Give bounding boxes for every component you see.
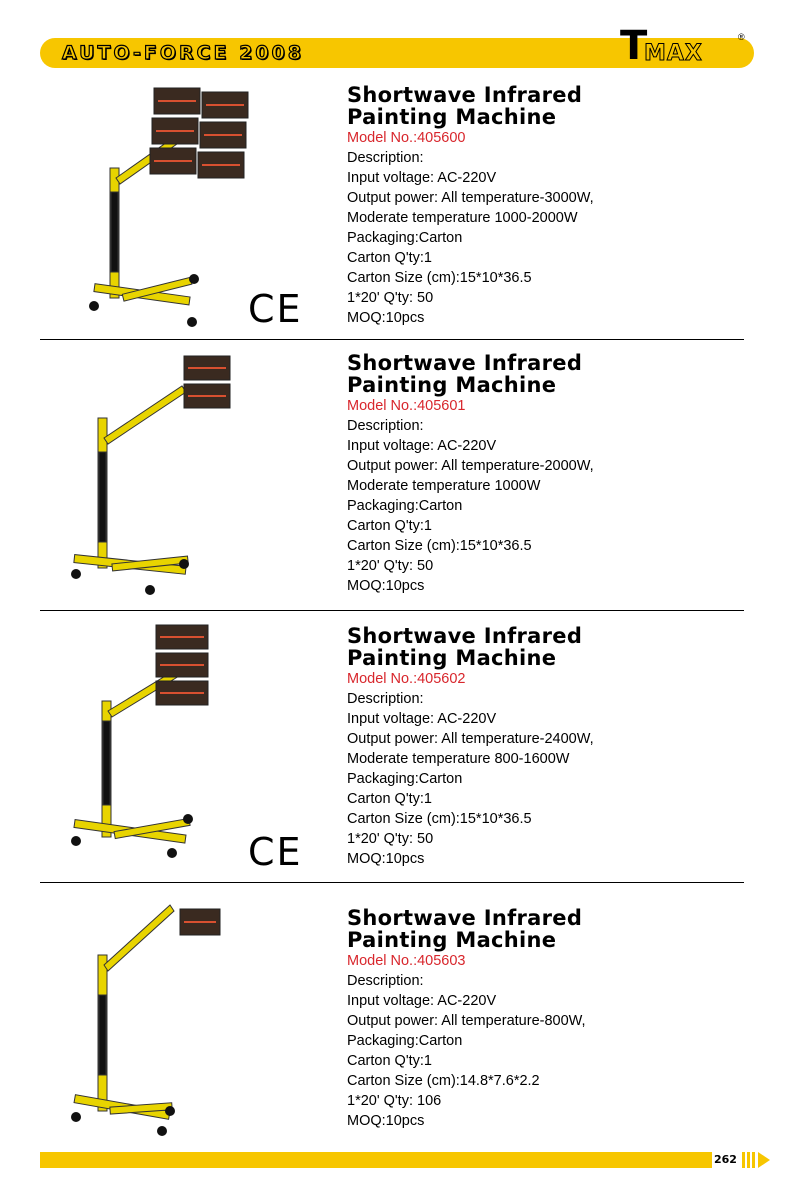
spec-description-label: Description: xyxy=(347,150,424,166)
spec-carton-qty: Carton Q'ty:1 xyxy=(347,791,432,807)
next-arrow-icon xyxy=(742,1152,772,1168)
spec-output-power: Output power: All temperature-3000W, xyxy=(347,190,594,206)
ce-mark: CE xyxy=(248,287,303,331)
spec-description-label: Description: xyxy=(347,691,424,707)
product-block-405601 xyxy=(40,340,744,611)
product-title xyxy=(347,907,747,951)
spec-moq: MOQ:10pcs xyxy=(347,310,425,326)
spec-container-qty: 1*20' Q'ty: 50 xyxy=(347,290,434,306)
spec-container-qty: 1*20' Q'ty: 106 xyxy=(347,1093,442,1109)
product-info xyxy=(347,625,747,869)
spec-description-label: Description: xyxy=(347,973,424,989)
spec-input-voltage: Input voltage: AC-220V xyxy=(347,438,497,454)
spec-packaging: Packaging:Carton xyxy=(347,771,463,787)
footer-bar xyxy=(40,1152,712,1168)
model-number: Model No.:405603 xyxy=(347,953,466,969)
spec-output-power: Output power: All temperature-2000W, xyxy=(347,458,594,474)
spec-carton-qty: Carton Q'ty:1 xyxy=(347,250,432,266)
spec-carton-qty: Carton Q'ty:1 xyxy=(347,1053,432,1069)
spec-moderate-temperature: Moderate temperature 1000W xyxy=(347,478,541,494)
spec-container-qty: 1*20' Q'ty: 50 xyxy=(347,558,434,574)
product-info xyxy=(347,352,747,596)
spec-carton-size: Carton Size (cm):14.8*7.6*2.2 xyxy=(347,1073,540,1089)
catalog-title: AUTO-FORCE 2008 xyxy=(62,42,305,64)
spec-output-power: Output power: All temperature-2400W, xyxy=(347,731,594,747)
spec-description-label: Description: xyxy=(347,418,424,434)
spec-moq: MOQ:10pcs xyxy=(347,578,425,594)
product-title-line2: Painting Machine xyxy=(347,373,557,397)
infrared-lamp-machine-image xyxy=(70,895,270,1145)
brand-logo-t: T xyxy=(620,23,648,69)
product-title-line2: Painting Machine xyxy=(347,928,557,952)
spec-input-voltage: Input voltage: AC-220V xyxy=(347,170,497,186)
infrared-lamp-machine-image xyxy=(66,352,266,602)
product-info xyxy=(347,907,747,1131)
product-title-line1: Shortwave Infrared xyxy=(347,351,583,375)
registered-mark: ® xyxy=(738,32,745,42)
infrared-lamp-machine-image xyxy=(68,621,268,871)
spec-moderate-temperature: Moderate temperature 1000-2000W xyxy=(347,210,578,226)
spec-input-voltage: Input voltage: AC-220V xyxy=(347,711,497,727)
product-title xyxy=(347,352,747,396)
product-title-line1: Shortwave Infrared xyxy=(347,624,583,648)
product-block-405602 xyxy=(40,611,744,883)
spec-container-qty: 1*20' Q'ty: 50 xyxy=(347,831,434,847)
page-number: 262 xyxy=(714,1153,737,1166)
spec-input-voltage: Input voltage: AC-220V xyxy=(347,993,497,1009)
model-number: Model No.:405601 xyxy=(347,398,466,414)
product-title-line2: Painting Machine xyxy=(347,646,557,670)
product-title-line1: Shortwave Infrared xyxy=(347,83,583,107)
product-title-line1: Shortwave Infrared xyxy=(347,906,583,930)
spec-output-power: Output power: All temperature-800W, xyxy=(347,1013,586,1029)
product-block-405600 xyxy=(40,80,744,340)
spec-carton-qty: Carton Q'ty:1 xyxy=(347,518,432,534)
spec-moq: MOQ:10pcs xyxy=(347,851,425,867)
product-title xyxy=(347,84,747,128)
spec-carton-size: Carton Size (cm):15*10*36.5 xyxy=(347,538,532,554)
model-number: Model No.:405600 xyxy=(347,130,466,146)
spec-moq: MOQ:10pcs xyxy=(347,1113,425,1129)
spec-packaging: Packaging:Carton xyxy=(347,498,463,514)
brand-logo: MAX xyxy=(644,41,703,66)
product-info xyxy=(347,84,747,328)
spec-packaging: Packaging:Carton xyxy=(347,1033,463,1049)
spec-carton-size: Carton Size (cm):15*10*36.5 xyxy=(347,270,532,286)
ce-mark: CE xyxy=(248,830,303,874)
model-number: Model No.:405602 xyxy=(347,671,466,687)
product-block-405603 xyxy=(40,883,744,1145)
product-title xyxy=(347,625,747,669)
spec-packaging: Packaging:Carton xyxy=(347,230,463,246)
spec-carton-size: Carton Size (cm):15*10*36.5 xyxy=(347,811,532,827)
spec-moderate-temperature: Moderate temperature 800-1600W xyxy=(347,751,570,767)
product-title-line2: Painting Machine xyxy=(347,105,557,129)
